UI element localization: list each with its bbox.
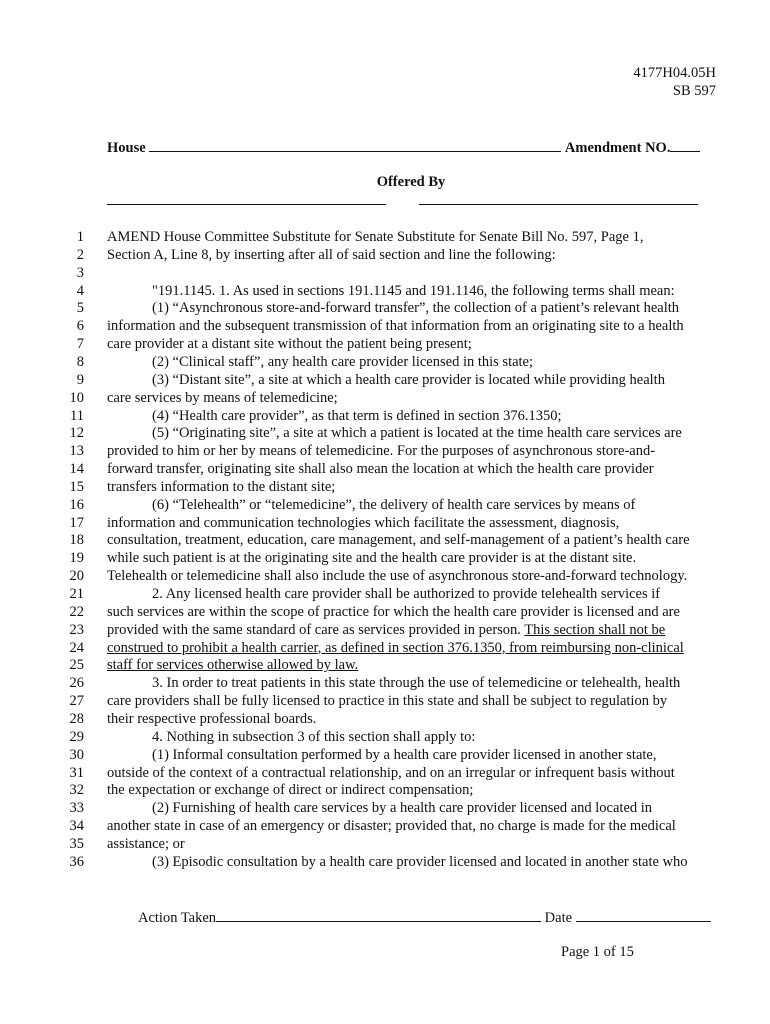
body-line bbox=[107, 389, 338, 407]
body-line-text: forward transfer, originating site shall also mean the location at which the health care provider bbox=[107, 461, 654, 478]
body-line bbox=[107, 728, 475, 746]
body-line bbox=[107, 621, 665, 639]
line-number: 33 bbox=[69, 800, 84, 817]
line-number: 19 bbox=[69, 550, 84, 567]
body-line bbox=[107, 835, 185, 853]
offered-by-line-left bbox=[107, 204, 386, 205]
body-line-text: (1) Informal consultation performed by a health care provider licensed in another state, bbox=[152, 746, 657, 763]
line-number: 25 bbox=[69, 657, 84, 674]
body-line bbox=[107, 335, 472, 353]
body-line-text: provided with the same standard of care as services provided in person. bbox=[107, 621, 525, 638]
body-line bbox=[107, 407, 561, 425]
line-number: 6 bbox=[76, 318, 84, 335]
amendment-number-blank bbox=[670, 137, 700, 152]
body-line bbox=[107, 246, 556, 264]
body-line-text: 2. Any licensed health care provider shall be authorized to provide telehealth services if bbox=[152, 586, 661, 602]
body-line-text: (4) “Health care provider”, as that term is defined in section 376.1350; bbox=[152, 407, 562, 424]
body-line bbox=[107, 478, 335, 496]
line-number: 26 bbox=[69, 675, 84, 692]
body-line bbox=[107, 282, 675, 300]
line-number: 20 bbox=[69, 568, 84, 585]
amendment-label: Amendment NO. bbox=[564, 140, 671, 156]
body-line-text: 3. In order to treat patients in this state through the use of telemedicine or telehealth, health bbox=[152, 675, 681, 692]
body-line bbox=[107, 692, 667, 710]
body-line-text: consultation, treatment, education, care management, and self-management of a patient’s health care bbox=[107, 532, 690, 549]
line-number: 30 bbox=[69, 746, 84, 763]
body-line-text: (2) Furnishing of health care services by a health care provider licensed and located in bbox=[152, 800, 653, 817]
body-line bbox=[107, 514, 619, 532]
body-line-text: another state in case of an emergency or disaster; provided that, no charge is made for the medical bbox=[107, 818, 676, 835]
line-number: 17 bbox=[69, 514, 84, 531]
title-line bbox=[107, 137, 700, 157]
line-number: 28 bbox=[69, 710, 84, 727]
body-line bbox=[107, 799, 652, 817]
body-line-text: while such patient is at the originating site and the health care provider is at the distant site. bbox=[107, 550, 637, 567]
line-number: 14 bbox=[69, 461, 84, 478]
body-line bbox=[107, 639, 684, 657]
date-label: Date bbox=[544, 910, 573, 926]
body-line-text: information and the subsequent transmission of that information from an originating site to a health bbox=[107, 318, 684, 335]
body-line bbox=[107, 353, 533, 371]
body-line bbox=[107, 424, 682, 442]
body-line-text: care services by means of telemedicine; bbox=[107, 389, 338, 406]
line-number: 10 bbox=[69, 389, 84, 406]
line-number: 8 bbox=[76, 353, 84, 370]
line-number: 32 bbox=[69, 782, 84, 799]
body-line-text: such services are within the scope of practice for which the health care provider is licensed and are bbox=[107, 603, 680, 620]
line-number: 4 bbox=[76, 282, 84, 299]
line-number: 23 bbox=[69, 621, 84, 638]
line-number: 34 bbox=[69, 818, 84, 835]
body-line bbox=[107, 460, 654, 478]
document-id: 4177H04.05H bbox=[633, 65, 716, 81]
body-line bbox=[107, 531, 690, 549]
line-number: 31 bbox=[69, 764, 84, 781]
body-line-text: AMEND House Committee Substitute for Senate Substitute for Senate Bill No. 597, Page 1, bbox=[107, 229, 644, 245]
line-number: 27 bbox=[69, 693, 84, 710]
body-line-text: 4. Nothing in subsection 3 of this section shall apply to: bbox=[152, 728, 476, 745]
line-number: 16 bbox=[69, 496, 84, 513]
line-number: 7 bbox=[76, 336, 84, 353]
body-line-text: care provider at a distant site without the patient being present; bbox=[107, 336, 472, 353]
house-blank bbox=[149, 137, 561, 152]
line-number: 13 bbox=[69, 443, 84, 460]
body-line-text: (1) “Asynchronous store-and-forward transfer”, the collection of a patient’s relevant health bbox=[152, 300, 680, 317]
body-line bbox=[107, 549, 636, 567]
body-line bbox=[107, 817, 676, 835]
body-line-text: (2) “Clinical staff”, any health care provider licensed in this state; bbox=[152, 353, 534, 370]
body-line-text: information and communication technologies which facilitate the assessment, diagnosis, bbox=[107, 514, 620, 531]
body-line bbox=[107, 853, 688, 871]
inserted-text: staff for services otherwise allowed by law. bbox=[107, 657, 359, 674]
body-line-text: care providers shall be fully licensed to practice in this state and shall be subject to regulation by bbox=[107, 693, 668, 710]
body-line bbox=[107, 781, 473, 799]
body-line-text: assistance; or bbox=[107, 835, 185, 852]
house-label: House bbox=[107, 140, 146, 156]
line-number: 29 bbox=[69, 728, 84, 745]
body-line bbox=[107, 442, 655, 460]
body-line bbox=[107, 299, 679, 317]
body-line-text: the expectation or exchange of direct or indirect compensation; bbox=[107, 782, 474, 799]
inserted-text: construed to prohibit a health carrier, as defined in section 376.1350, from reimbursing non-clinical bbox=[107, 639, 684, 656]
body-line bbox=[107, 567, 687, 585]
line-number: 24 bbox=[69, 639, 84, 656]
line-number: 5 bbox=[76, 300, 84, 317]
body-line bbox=[107, 656, 358, 674]
body-line bbox=[107, 496, 635, 514]
body-line bbox=[107, 228, 643, 246]
body-line-text: outside of the context of a contractual relationship, and on an irregular or infrequent basis without bbox=[107, 764, 675, 781]
action-taken-row bbox=[138, 907, 711, 927]
date-blank bbox=[576, 907, 711, 922]
body-line-text: "191.1145. 1. As used in sections 191.1145 and 191.1146, the following terms shall mean: bbox=[152, 282, 675, 299]
offered-by-line-right bbox=[419, 204, 698, 205]
line-number: 11 bbox=[70, 407, 84, 424]
line-number: 2 bbox=[76, 246, 84, 263]
line-number: 1 bbox=[76, 229, 84, 245]
offered-by-label: Offered By bbox=[376, 174, 446, 190]
body-line bbox=[107, 585, 660, 603]
body-line bbox=[107, 710, 316, 728]
line-number: 22 bbox=[69, 603, 84, 620]
bill-number: SB 597 bbox=[672, 83, 716, 99]
line-number: 3 bbox=[76, 264, 84, 281]
body-line-text: transfers information to the distant site; bbox=[107, 478, 336, 495]
action-taken-label: Action Taken bbox=[138, 910, 217, 926]
line-number: 21 bbox=[69, 586, 84, 602]
body-line bbox=[107, 371, 665, 389]
body-line bbox=[107, 764, 675, 782]
body-line bbox=[107, 746, 656, 764]
line-number: 35 bbox=[69, 835, 84, 852]
body-line-text: (3) “Distant site”, a site at which a health care provider is located while providing health bbox=[152, 371, 665, 388]
line-number: 12 bbox=[69, 425, 84, 442]
body-line-text: (5) “Originating site”, a site at which a patient is located at the time health care services are bbox=[152, 425, 682, 442]
action-taken-blank bbox=[216, 907, 541, 922]
body-line-text: (3) Episodic consultation by a health care provider licensed and located in another state who bbox=[152, 853, 688, 870]
line-number: 15 bbox=[69, 478, 84, 495]
body-line bbox=[107, 674, 680, 692]
body-line bbox=[107, 317, 684, 335]
inserted-text: This section shall not be bbox=[524, 621, 666, 638]
line-number: 9 bbox=[76, 371, 84, 388]
line-number: 18 bbox=[69, 532, 84, 549]
body-line bbox=[107, 603, 680, 621]
body-line-text: their respective professional boards. bbox=[107, 710, 317, 727]
body-line-text: Telehealth or telemedicine shall also include the use of asynchronous store-and-forward technology. bbox=[107, 568, 688, 585]
line-number: 36 bbox=[69, 853, 84, 870]
page-number: Page 1 of 15 bbox=[561, 944, 634, 960]
body-line-text: (6) “Telehealth” or “telemedicine”, the delivery of health care services by means of bbox=[152, 496, 636, 513]
body-line-text: Section A, Line 8, by inserting after all of said section and line the following: bbox=[107, 246, 556, 263]
body-line-text: provided to him or her by means of telemedicine. For the purposes of asynchronous store-and- bbox=[107, 443, 656, 460]
